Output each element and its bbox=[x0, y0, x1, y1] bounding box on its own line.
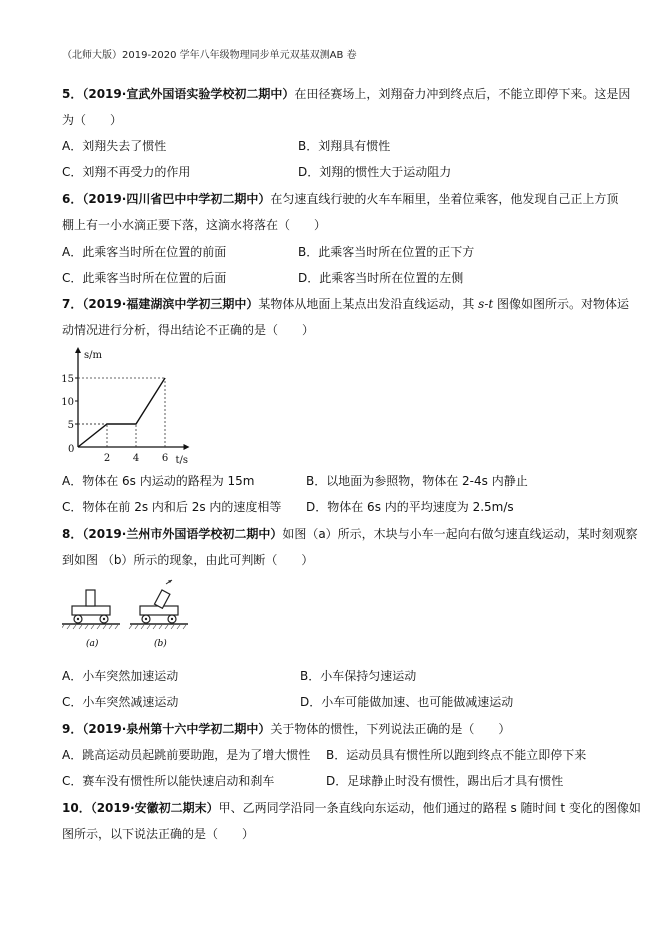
y-tick-label: 10 bbox=[61, 397, 74, 408]
q6-number: 6． bbox=[62, 192, 83, 206]
x-axis-label: t/s bbox=[175, 455, 189, 466]
q9-option-d: D．足球静止时没有惯性，踢出后才具有惯性 bbox=[326, 774, 564, 788]
q9-option-c: C．赛车没有惯性所以能快速启动和刹车 bbox=[62, 774, 275, 788]
x-tick-label: 2 bbox=[103, 453, 111, 464]
q9-source: （2019·泉州第十六中学初二期中） bbox=[82, 722, 271, 736]
q6-source: （2019·四川省巴中中学初二期中） bbox=[82, 192, 271, 206]
st-graph bbox=[58, 344, 208, 466]
x-axis-arrow bbox=[184, 444, 190, 450]
q5-number: 5． bbox=[62, 87, 83, 101]
q7-text-a: 某物体从地面上某点出发沿直线运动，其 bbox=[258, 297, 479, 311]
q8-option-a: A．小车突然加速运动 bbox=[62, 669, 179, 683]
q7-number: 7． bbox=[62, 297, 83, 311]
q5-stem-line2: 为（ ） bbox=[62, 113, 123, 127]
q6-text: 在匀速直线行驶的火车车厢里，坐着位乘客，他发现自己正上方顶 bbox=[270, 192, 619, 206]
fig-b-label: (b) bbox=[154, 639, 167, 649]
page-header: （北师大版）2019-2020 学年八年级物理同步单元双基双测AB 卷 bbox=[62, 50, 357, 61]
q6-option-d: D．此乘客当时所在位置的左侧 bbox=[298, 271, 464, 285]
y-tick-label: 15 bbox=[61, 374, 74, 385]
q8-option-b: B．小车保持匀速运动 bbox=[300, 669, 417, 683]
cart-figure bbox=[62, 578, 192, 650]
q5-option-c: C．刘翔不再受力的作用 bbox=[62, 165, 191, 179]
q6-option-c: C．此乘客当时所在位置的后面 bbox=[62, 271, 227, 285]
q5-text: 在田径赛场上，刘翔奋力冲到终点后，不能立即停下来。这是因 bbox=[294, 87, 631, 101]
q7-stem-line1 bbox=[62, 296, 629, 312]
q5-option-d: D．刘翔的惯性大于运动阻力 bbox=[298, 165, 452, 179]
cart-b bbox=[129, 580, 188, 649]
q5-option-a: A．刘翔失去了惯性 bbox=[62, 139, 167, 153]
q6-stem-line2: 棚上有一小水滴正要下落，这滴水将落在（ ） bbox=[62, 218, 327, 232]
q7-option-d: D．物体在 6s 内的平均速度为 2.5m/s bbox=[306, 500, 514, 514]
q7-stem-line2: 动情况进行分析，得出结论不正确的是（ ） bbox=[62, 323, 315, 337]
y-axis-arrow bbox=[75, 347, 81, 353]
y-tick-label: 5 bbox=[67, 420, 74, 431]
q9-option-b: B．运动员具有惯性所以跑到终点不能立即停下来 bbox=[326, 748, 587, 762]
q6-option-b: B．此乘客当时所在位置的正下方 bbox=[298, 245, 475, 259]
q8-stem-line2: 到如图 （b）所示的现象，由此可判断（ ） bbox=[62, 553, 314, 567]
q7-variable: s-t bbox=[478, 297, 494, 311]
q7-text-b: 图像如图所示。对物体运 bbox=[493, 297, 630, 311]
series-line bbox=[78, 378, 165, 447]
x-tick-label: 6 bbox=[161, 453, 169, 464]
q8-stem-line1 bbox=[62, 526, 638, 542]
q10-stem-line2: 图所示，以下说法正确的是（ ） bbox=[62, 827, 255, 841]
q5-stem-line1 bbox=[62, 86, 630, 102]
q9-text: 关于物体的惯性，下列说法正确的是（ ） bbox=[270, 722, 511, 736]
q7-source: （2019·福建湖滨中学初三期中） bbox=[82, 297, 259, 311]
q9-stem-line1 bbox=[62, 721, 510, 737]
q6-stem-line1 bbox=[62, 191, 618, 207]
q5-option-b: B．刘翔具有惯性 bbox=[298, 139, 391, 153]
q8-option-d: D．小车可能做加速、也可能做减速运动 bbox=[300, 695, 514, 709]
q10-text: 甲、乙两同学沿同一条直线向东运动，他们通过的路程 s 随时间 t 变化的图像如 bbox=[218, 801, 641, 815]
y-axis-label: s/m bbox=[84, 350, 102, 361]
cart-a bbox=[62, 590, 120, 649]
q8-number: 8． bbox=[62, 527, 83, 541]
q10-source: （2019·安徽初二期末） bbox=[90, 801, 219, 815]
origin-label: 0 bbox=[68, 444, 75, 455]
q8-source: （2019·兰州市外国语学校初二期中） bbox=[82, 527, 283, 541]
q9-number: 9． bbox=[62, 722, 83, 736]
q10-stem-line1 bbox=[62, 800, 641, 816]
q5-source: （2019·宣武外国语实验学校初二期中） bbox=[82, 87, 295, 101]
q10-number: 10． bbox=[62, 801, 91, 815]
q7-option-c: C．物体在前 2s 内和后 2s 内的速度相等 bbox=[62, 500, 282, 514]
q7-option-b: B．以地面为参照物，物体在 2-4s 内静止 bbox=[306, 474, 528, 488]
q8-option-c: C．小车突然减速运动 bbox=[62, 695, 179, 709]
x-tick-label: 4 bbox=[132, 453, 140, 464]
q6-option-a: A．此乘客当时所在位置的前面 bbox=[62, 245, 227, 259]
fig-a-label: (a) bbox=[86, 639, 99, 649]
q8-text: 如图（a）所示，木块与小车一起向右做匀速直线运动，某时刻观察 bbox=[282, 527, 638, 541]
q7-option-a: A．物体在 6s 内运动的路程为 15m bbox=[62, 474, 255, 488]
q9-option-a: A．跳高运动员起跳前要助跑，是为了增大惯性 bbox=[62, 748, 311, 762]
